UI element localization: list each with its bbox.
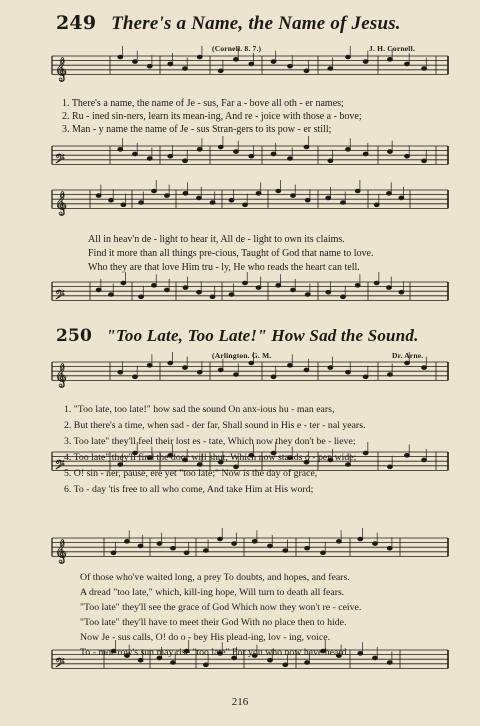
lyric-line: A dread "too late," which, kill-ing hope, Will turn to death all fears. <box>80 587 345 598</box>
lyric-line: "Too late" they'll see the grace of God Which now they won't re - ceive. <box>80 602 362 613</box>
note-head <box>252 540 257 544</box>
note-head <box>388 58 393 62</box>
note-head <box>328 159 333 163</box>
note-head <box>183 366 188 370</box>
note-head <box>109 293 114 297</box>
note-head <box>328 67 333 71</box>
note-head <box>283 549 288 553</box>
note-head <box>157 542 162 546</box>
note-head <box>363 451 368 455</box>
note-head <box>133 152 138 156</box>
note-head <box>291 194 296 198</box>
note-head <box>256 192 261 196</box>
note-head <box>147 364 152 368</box>
note-head <box>363 375 368 379</box>
note-head <box>355 284 360 288</box>
note-head <box>168 62 173 66</box>
note-head <box>399 290 404 294</box>
hymn-250-meter: (Arlington. G. M. <box>212 351 272 360</box>
note-head <box>183 67 188 71</box>
note-head <box>355 189 360 193</box>
note-head <box>138 658 143 662</box>
note-head <box>387 192 392 196</box>
lyric-line: Of those who've waited long, a prey To doubts, and hopes, and fears. <box>80 572 350 583</box>
note-head <box>147 64 152 68</box>
note-head <box>276 189 281 193</box>
note-head <box>197 370 202 374</box>
note-head <box>138 544 143 548</box>
note-head <box>210 201 215 205</box>
note-head <box>218 145 223 149</box>
note-head <box>387 286 392 290</box>
note-head <box>387 546 392 550</box>
note-head <box>139 201 144 205</box>
note-head <box>288 157 293 161</box>
lyric-line: 1. "Too late, too late!" how sad the sound On anx-ious hu - man ears, <box>64 404 335 415</box>
note-head <box>399 196 404 200</box>
treble-clef-icon: 𝄞 <box>55 56 67 81</box>
note-head <box>118 55 123 59</box>
lyric-line: Who they are that love Him tru - ly, He who reads the heart can tell. <box>88 262 360 273</box>
hymn-249-title: There's a Name, the Name of Jesus. <box>111 13 401 34</box>
note-head <box>152 284 157 288</box>
note-head <box>171 661 176 665</box>
note-head <box>346 463 351 467</box>
note-head <box>422 458 427 462</box>
note-head <box>283 663 288 667</box>
lyric-line: 2. But there's a time, when sad - der far, Shall sound in His e - ter - nal years. <box>64 420 366 431</box>
note-head <box>243 203 248 207</box>
bass-clef-icon: 𝄢 <box>55 287 65 306</box>
note-head <box>133 375 138 379</box>
note-head <box>249 62 254 66</box>
note-head <box>111 551 116 555</box>
note-head <box>96 288 101 292</box>
hymn-250-title-row <box>56 326 456 346</box>
lyric-line: 2. Ru - ined sin-ners, learn its mean-ing, And re - joice with those a - bove; <box>62 111 362 122</box>
note-head <box>346 370 351 374</box>
note-head <box>234 58 239 62</box>
note-head <box>118 370 123 374</box>
lyric-line: 3. Too late" they'll feel their lost es - tate, Which now they don't be - lieve; <box>64 436 356 447</box>
note-head <box>168 154 173 158</box>
note-head <box>229 198 234 202</box>
note-head <box>218 537 223 541</box>
hymn-249-meter: (Cornell. 8. 7.) <box>212 44 262 53</box>
lyric-line: Now Je - sus calls, O! do o - bey His plead-ing, lov - ing, voice. <box>80 632 331 643</box>
lyric-line: "Too late" they'll have to meet their God With no place then to hide. <box>80 617 347 628</box>
hymn-250-composer: Dr. Arne. <box>392 351 424 360</box>
page-number: 216 <box>231 696 249 708</box>
note-head <box>197 463 202 467</box>
hymn-249-title-row <box>56 12 456 35</box>
note-head <box>133 60 138 64</box>
hymn-249-number: 249 <box>56 12 97 34</box>
note-head <box>305 661 310 665</box>
note-head <box>288 364 293 368</box>
note-head <box>341 295 346 299</box>
note-head <box>109 198 114 202</box>
note-head <box>249 361 254 365</box>
note-head <box>147 157 152 161</box>
note-head <box>363 60 368 64</box>
note-head <box>229 293 234 297</box>
note-head <box>234 150 239 154</box>
note-head <box>346 55 351 59</box>
note-head <box>363 152 368 156</box>
note-head <box>249 154 254 158</box>
lyric-line: Find it more than all things pre-cious, Taught of God that name to love. <box>88 248 374 259</box>
note-head <box>197 55 202 59</box>
note-head <box>121 281 126 285</box>
bass-clef-icon: 𝄢 <box>55 655 65 674</box>
note-head <box>118 148 123 152</box>
note-head <box>291 288 296 292</box>
note-head <box>374 203 379 207</box>
lyric-line: 1. There's a name, the name of Je - sus, Far a - bove all oth - er names; <box>62 98 344 109</box>
note-head <box>268 544 273 548</box>
note-head <box>268 658 273 662</box>
note-head <box>165 288 170 292</box>
note-head <box>336 540 341 544</box>
note-head <box>125 540 130 544</box>
note-head <box>210 295 215 299</box>
note-head <box>405 454 410 458</box>
note-head <box>373 656 378 660</box>
note-head <box>139 295 144 299</box>
note-head <box>152 189 157 193</box>
note-head <box>96 194 101 198</box>
note-head <box>203 663 208 667</box>
note-head <box>218 69 223 73</box>
note-head <box>271 60 276 64</box>
note-head <box>304 368 309 372</box>
note-head <box>388 150 393 154</box>
note-head <box>328 366 333 370</box>
note-head <box>346 148 351 152</box>
note-head <box>171 546 176 550</box>
note-head <box>422 67 427 71</box>
note-head <box>256 286 261 290</box>
note-head <box>203 549 208 553</box>
note-head <box>405 361 410 365</box>
treble-clef-icon: 𝄞 <box>55 538 67 563</box>
bass-clef-icon: 𝄢 <box>55 151 65 170</box>
note-head <box>218 368 223 372</box>
note-head <box>374 281 379 285</box>
note-head <box>422 159 427 163</box>
lyric-line: 3. Man - y name the name of Je - sus Stran-gers to its pow - er still; <box>62 124 332 135</box>
note-head <box>271 375 276 379</box>
lyric-line: To - mor-row's sun may rise "too late" For you who now have heard. <box>80 647 349 658</box>
treble-clef-icon: 𝄞 <box>55 362 67 387</box>
treble-clef-icon: 𝄞 <box>55 190 67 215</box>
note-head <box>358 652 363 656</box>
lyric-line: All in heav'n de - light to hear it, All de - light to own its claims. <box>88 234 345 245</box>
note-head <box>184 551 189 555</box>
note-head <box>321 551 326 555</box>
note-head <box>183 159 188 163</box>
note-head <box>288 64 293 68</box>
note-head <box>304 69 309 73</box>
note-head <box>165 194 170 198</box>
hymn-250-title: "Too Late, Too Late!" How Sad the Sound. <box>106 326 419 345</box>
note-head <box>232 542 237 546</box>
note-head <box>387 661 392 665</box>
note-head <box>373 542 378 546</box>
lyric-line: 6. To - day 'tis free to all who come, And take Him at His word; <box>64 484 314 495</box>
note-head <box>305 198 310 202</box>
note-head <box>388 465 393 469</box>
note-head <box>405 154 410 158</box>
note-head <box>358 537 363 541</box>
note-head <box>243 281 248 285</box>
lyric-line: 5. O! sin - ner, pause, ere yet "too late;" Now is the day of grace, <box>64 468 318 479</box>
note-head <box>422 366 427 370</box>
hymn-250-number: 250 <box>56 326 93 346</box>
note-head <box>305 293 310 297</box>
note-head <box>304 145 309 149</box>
note-head <box>197 148 202 152</box>
note-head <box>197 290 202 294</box>
note-head <box>305 546 310 550</box>
note-head <box>326 196 331 200</box>
note-head <box>234 373 239 377</box>
lyric-line: 4. Too late" they'll find the door will shut, Which now stands o - pen wide; <box>64 452 357 463</box>
note-head <box>168 361 173 365</box>
note-head <box>183 286 188 290</box>
note-head <box>405 62 410 66</box>
note-head <box>118 463 123 467</box>
note-head <box>276 284 281 288</box>
note-head <box>121 203 126 207</box>
note-head <box>271 152 276 156</box>
hymn-249-composer: J. H. Cornell. <box>369 44 415 53</box>
note-head <box>183 192 188 196</box>
note-head <box>388 373 393 377</box>
note-head <box>326 290 331 294</box>
bass-clef-icon: 𝄢 <box>55 457 65 476</box>
note-head <box>197 196 202 200</box>
note-head <box>341 201 346 205</box>
